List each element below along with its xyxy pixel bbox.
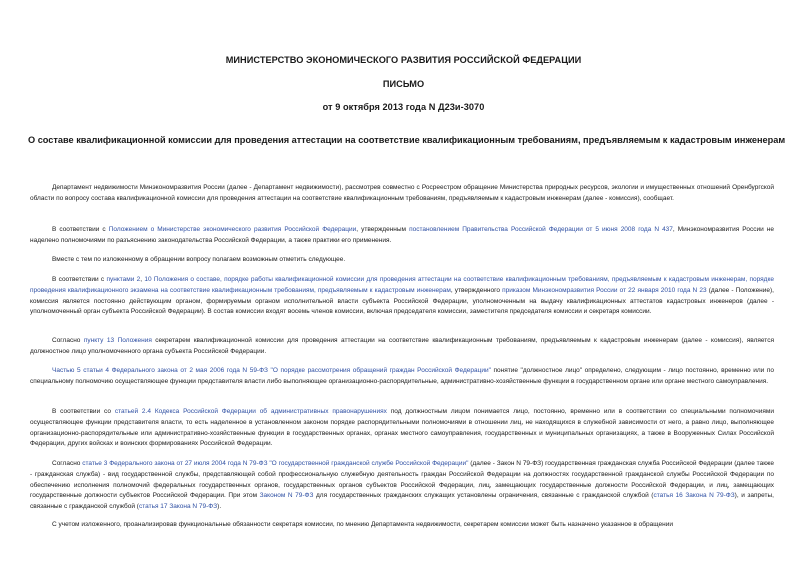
paragraph-3: Вместе с тем по изложенному в обращении вопросу полагаем возможным отметить следующее. xyxy=(52,256,346,263)
link-law-79fz-art16[interactable]: статья 16 Закона N 79-ФЗ xyxy=(653,492,735,500)
document-subject: О составе квалификационной комиссии для проведения аттестации на соответствие квалификационным требованиям, предъявляемым к кадастровым инженерам xyxy=(28,135,786,145)
paragraph-9: С учетом изложенного, проанализировав функциональные обязанности секретаря комиссии, по мнению Департамента недвижимости, секретарем комиссии может быть назначено указанное в обращении xyxy=(52,521,673,528)
link-ministry-regulation[interactable]: Положением о Министерстве экономического развития Российской Федерации xyxy=(108,226,357,233)
link-law-79fz-art17[interactable]: статья 17 Закона N 79-ФЗ xyxy=(138,503,218,511)
link-coap-2-4[interactable]: статьей 2.4 Кодекса Российской Федерации об административных правонарушениях xyxy=(114,408,387,415)
link-law-79fz-art3[interactable]: статье 3 Федерального закона от 27 июля 2004 года N 79-ФЗ "О государственной гражданской службе Российской Федерации" xyxy=(82,460,469,467)
paragraph-4: В соответствии с пунктами 2, 10 Положения о составе, порядке работы квалификационной комиссии для проведения аттестации на соответствие квалификационным требованиям, предъявляемым к кадастровым инженерам, порядке проведения квалификационного экзамена на соответствие квалификационным требованиям, предъявляемым к кадастровым инженерам, утвержденного приказом Минэкономразвития России от 22 января 2010 года N 23 (далее - Положение), комиссия является постоянно действующим органом, формируемым органом исполнительной власти субъекта Российской Федерации, уполномоченным на выдачу квалификационных аттестатов кадастровых инженеров (далее - уполномоченный орган субъекта Российской Федерации). В состав комиссии входят восемь членов комиссии, включая председателя комиссии, заместителя председателя комиссии и секретаря комиссии. xyxy=(30,276,774,316)
paragraph-1: Департамент недвижимости Минэкономразвития России (далее - Департамент недвижимости), рассмотрев совместно с Росреестром обращение Министерства природных ресурсов, экологии и имущественных отношений Оренбургской области по вопросу состава квалификационной комиссии для проведения аттестации на соответствие квалификационным требованиям, предъявляемым к кадастровым инженерам (далее - комиссия), сообщает. xyxy=(30,184,774,202)
link-order-23[interactable]: приказом Минэкономразвития России от 22 января 2010 года N 23 xyxy=(502,286,707,294)
link-government-decree-437[interactable]: постановлением Правительства Российской Федерации от 5 июня 2008 года N 437 xyxy=(409,226,673,233)
paragraph-8: Согласно статье 3 Федерального закона от 27 июля 2004 года N 79-ФЗ "О государственной гражданской службе Российской Федерации" (далее - Закон N 79-ФЗ) государственная гражданская служба Российской Федерации (далее также - гражданская служба) - вид государственной службы, представляющей собой профессиональную служебную деятельность граждан Российской Федерации на должностях государственной гражданской службы Российской Федерации по обеспечению исполнения полномочий федеральных государственных органов, государственных органов субъектов Российской Федерации, лиц, замещающих государственные должности Российской Федерации, и лиц, замещающих государственные должности субъектов Российской Федерации. При этом Законом N 79-ФЗ для государственных гражданских служащих установлены ограничения, связанные с гражданской службой (статья 16 Закона N 79-ФЗ), и запреты, связанные с гражданской службой (статья 17 Закона N 79-ФЗ). xyxy=(30,460,774,511)
link-point-13[interactable]: пункту 13 Положения xyxy=(83,337,152,344)
link-points-2[interactable]: пунктами 2 xyxy=(106,276,141,283)
paragraph-7: В соответствии со статьей 2.4 Кодекса Российской Федерации об административных правонарушениях под должностным лицом понимается лицо, постоянно, временно или в соответствии со специальными полномочиями осуществляющее функции представителя власти, то есть наделенное в установленном законом порядке распорядительными полномочиями в отношении лиц, не находящихся в служебной зависимости от него, а равно лицо, выполняющее организационно-распорядительные или административно-хозяйственные функции в государственных органах, органах местного самоуправления, государственных и муниципальных организациях, а также в Вооруженных Силах Российской Федерации, других войсках и воинских формированиях Российской Федерации. xyxy=(30,408,775,448)
paragraph-5: Согласно пункту 13 Положения секретарем квалификационной комиссии для проведения аттестации на соответствие квалификационным требованиям, предъявляемым к кадастровым инженерам (далее - комиссия), является должностное лицо уполномоченного органа субъекта Российской Федерации. xyxy=(30,337,774,355)
link-regulation-commission[interactable]: 10 Положения о составе, порядке работы квалификационной комиссии для проведения аттестации на соответствие квалификационным требованиям, предъявляемым к кадастровым инженерам, порядке проведения квалификационного экзамена на соответствие квалификационным требованиям, предъявляемым к кадастровым инженерам xyxy=(30,276,774,294)
document-type: ПИСЬМО xyxy=(382,79,425,89)
link-law-59fz[interactable]: Частью 5 статьи 4 Федерального закона от 2 мая 2006 года N 59-ФЗ "О порядке рассмотрения обращений граждан Российской Федерации" xyxy=(52,367,491,374)
document-date-number: от 9 октября 2013 года N Д23и-3070 xyxy=(322,102,485,112)
paragraph-2: В соответствии с Положением о Министерстве экономического развития Российской Федерации, утвержденным постановлением Правительства Российской Федерации от 5 июня 2008 года N 437, Минэкономразвития России не наделено полномочиями по разъяснению законодательства Российской Федерации, а также практики его применения. xyxy=(30,226,774,244)
paragraph-6: Частью 5 статьи 4 Федерального закона от 2 мая 2006 года N 59-ФЗ "О порядке рассмотрения обращений граждан Российской Федерации" понятие "должностное лицо" определено, следующим - лицо постоянно, временно или по специальному полномочию осуществляющее функции представителя власти либо выполняющее организационно-распорядительные, административно-хозяйственные функции в государственном органе или органе местного самоуправления. xyxy=(30,367,774,385)
link-law-79fz[interactable]: Законом N 79-ФЗ xyxy=(259,492,314,500)
ministry-heading: МИНИСТЕРСТВО ЭКОНОМИЧЕСКОГО РАЗВИТИЯ РОССИЙСКОЙ ФЕДЕРАЦИИ xyxy=(225,55,582,65)
